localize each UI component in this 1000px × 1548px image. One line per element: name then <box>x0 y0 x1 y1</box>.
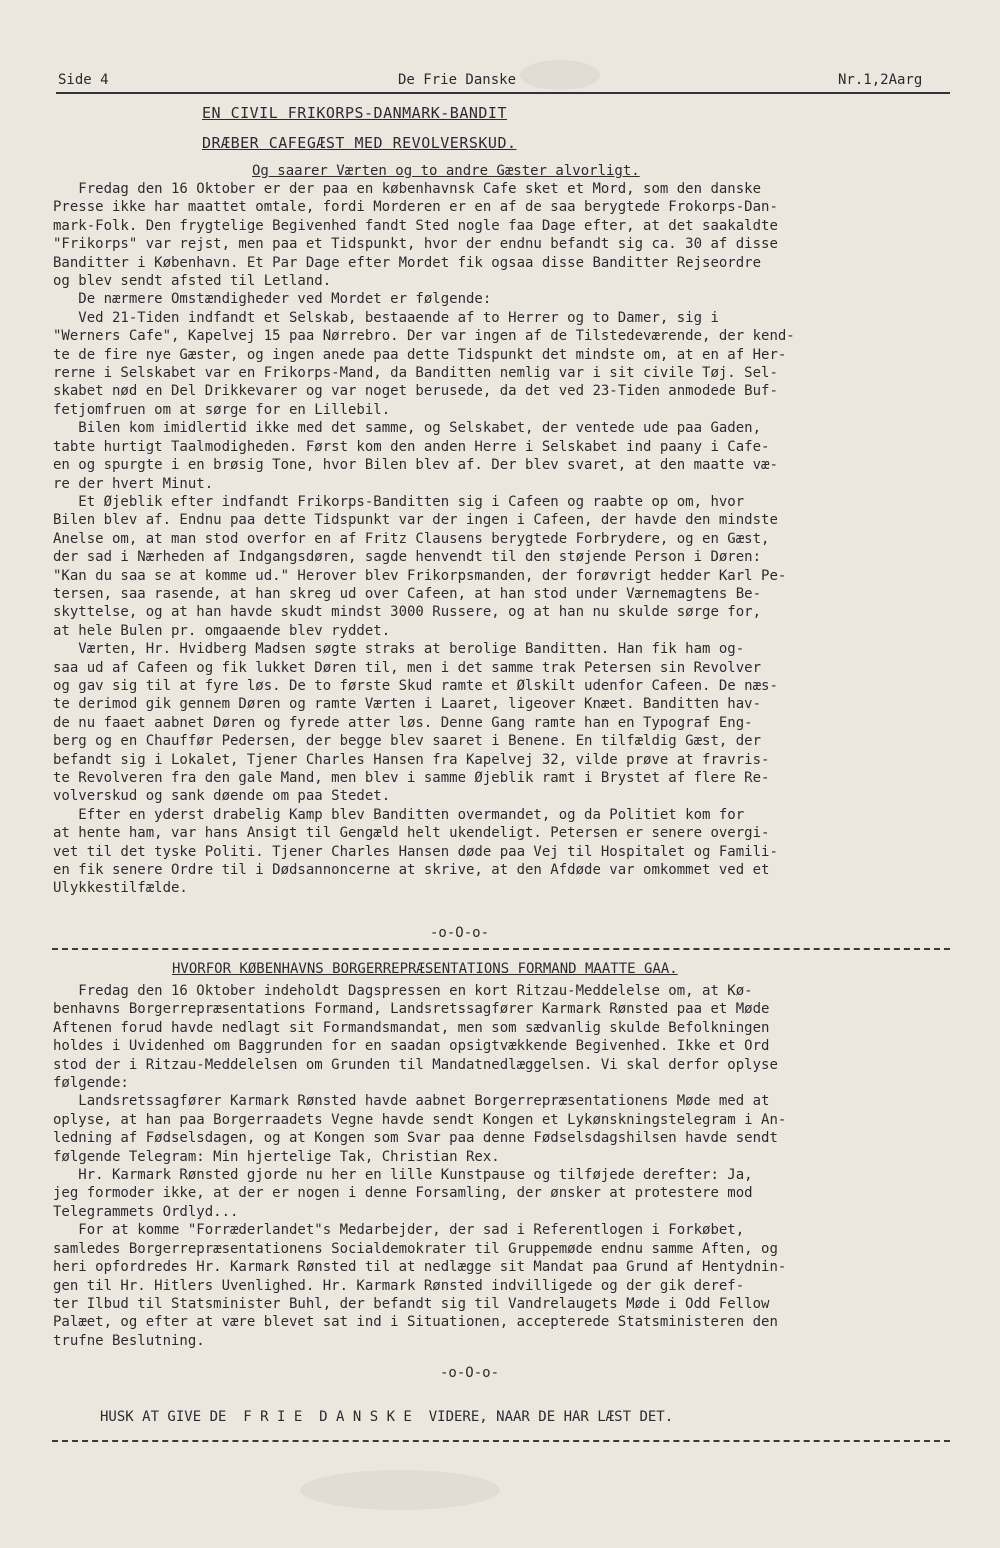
text-line: Landsretssagfører Karmark Rønsted havde aabnet Borgerrepræsentationens Møde med at <box>53 1093 770 1110</box>
text-line: samledes Borgerrepræsentationens Socialdemokrater til Gruppemøde endnu samme Aften, og <box>53 1240 778 1257</box>
text-line: Ulykkestilfælde. <box>53 880 188 897</box>
text-line: mark-Folk. Den frygtelige Begivenhed fandt Sted nogle faa Dage efter, at det saakaldte <box>53 217 778 234</box>
text-line: trufne Beslutning. <box>53 1332 205 1349</box>
text-line: vet til det tyske Politi. Tjener Charles Hansen døde paa Vej til Hospitalet og Famili- <box>53 843 778 860</box>
text-line: og gav sig til at fyre løs. De to første Skud ramte et Ølskilt udenfor Cafeen. De næs- <box>53 677 778 694</box>
article2-headline: HVORFOR KØBENHAVNS BORGERREPRÆSENTATIONS FORMAND MAATTE GAA. <box>172 961 678 977</box>
issue-number: Nr.1,2Aarg <box>838 72 923 88</box>
text-line: saa ud af Cafeen og fik lukket Døren til, men i det samme trak Petersen sin Revolver <box>53 659 762 676</box>
section-divider <box>52 948 950 950</box>
text-line: Presse ikke har maattet omtale, fordi Morderen er en af de saa berygtede Frokorps-Dan- <box>53 199 778 216</box>
text-line: volverskud og sank døende om paa Stedet. <box>53 788 391 805</box>
article2-body <box>53 982 953 1350</box>
text-line: te de fire nye Gæster, og ingen anede paa dette Tidspunkt det mindste om, at en af Her- <box>53 346 787 363</box>
text-line: Efter en yderst drabelig Kamp blev Banditten overmandet, og da Politiet kom for <box>53 806 745 823</box>
text-line: følgende Telegram: Min hjertelige Tak, Christian Rex. <box>53 1148 500 1165</box>
article-separator: -o-O-o- <box>440 1365 500 1381</box>
text-line: Et Øjeblik efter indfandt Frikorps-Banditten sig i Cafeen og raabte op om, hvor <box>53 493 745 510</box>
page-header <box>58 72 958 92</box>
text-line: Fredag den 16 Oktober er der paa en københavnsk Cafe sket et Mord, som den danske <box>53 181 762 197</box>
footer-notice: HUSK AT GIVE DE F R I E D A N S K E VIDERE, NAAR DE HAR LÆST DET. <box>100 1409 674 1425</box>
article1-headline-line1: EN CIVIL FRIKORPS-DANMARK-BANDIT <box>202 104 507 122</box>
text-line: de nu faaet aabnet Døren og fyrede atter løs. Denne Gang ramte han en Typograf Eng- <box>53 714 753 731</box>
article1-headline-line2: DRÆBER CAFEGÆST MED REVOLVERSKUD. <box>202 134 517 152</box>
text-line: For at komme "Forræderlandet"s Medarbejder, der sad i Referentlogen i Forkøbet, <box>53 1222 745 1239</box>
text-line: ter Ilbud til Statsminister Buhl, der befandt sig til Vandrelaugets Møde i Odd Fellow <box>53 1295 770 1312</box>
text-line: Telegrammets Ordlyd... <box>53 1203 239 1220</box>
text-line: at hente ham, var hans Ansigt til Gengæld helt ukendeligt. Petersen er senere overgi- <box>53 825 770 842</box>
text-line: en og spurgte i en brøsig Tone, hvor Bilen blev af. Der blev svaret, at den maatte væ- <box>53 457 778 474</box>
text-line: Anelse om, at man stod overfor en af Fritz Clausens berygtede Forbrydere, og en Gæst, <box>53 530 770 547</box>
text-line: holdes i Uvidenhed om Baggrunden for en saadan opsigtvækkende Begivenhed. Ikke et Ord <box>53 1038 770 1055</box>
text-line: skyttelse, og at han havde skudt mindst 3000 Russere, og at han nu skulde sørge for, <box>53 604 762 621</box>
text-line: fetjomfruen om at sørge for en Lillebil. <box>53 401 391 418</box>
text-line: en fik senere Ordre til i Dødsannoncerne at skrive, at den Afdøde var omkommet ved et <box>53 862 770 879</box>
text-line: Bilen kom imidlertid ikke med det samme, og Selskabet, der ventede ude paa Gaden, <box>53 420 762 437</box>
text-line: heri opfordredes Hr. Karmark Rønsted til at nedlægge sit Mandat paa Grund af Hentydnin- <box>53 1259 787 1276</box>
text-line: jeg formoder ikke, at der er nogen i denne Forsamling, der ønsker at protestere mod <box>53 1185 753 1202</box>
text-line: befandt sig i Lokalet, Tjener Charles Hansen fra Kapelvej 32, vilde prøve at fravris- <box>53 751 770 768</box>
newspaper-name: De Frie Danske <box>398 72 517 88</box>
text-line: Fredag den 16 Oktober indeholdt Dagspressen en kort Ritzau-Meddelelse om, at Kø- <box>53 983 753 999</box>
text-line: Værten, Hr. Hvidberg Madsen søgte straks at berolige Banditten. Han fik ham og- <box>53 641 745 658</box>
text-line: te Revolveren fra den gale Mand, men blev i samme Øjeblik ramt i Brystet af flere Re- <box>53 770 770 786</box>
text-line: oplyse, at han paa Borgerraadets Vegne havde sendt Kongen et Lykønskningstelegram i An- <box>53 1111 787 1128</box>
text-line: "Werners Cafe", Kapelvej 15 paa Nørrebro. Der var ingen af de Tilstedeværende, der kend- <box>53 328 795 345</box>
text-line: stod der i Ritzau-Meddelelsen om Grunden til Mandatnedlæggelsen. Vi skal derfor oplyse <box>53 1056 778 1073</box>
text-line: Hr. Karmark Rønsted gjorde nu her en lille Kunstpause og tilføjede derefter: Ja, <box>53 1167 753 1184</box>
text-line: "Frikorps" var rejst, men paa et Tidspunkt, hvor der endnu befandt sig ca. 30 af disse <box>53 236 778 253</box>
text-line: benhavns Borgerrepræsentations Formand, Landsretssagfører Karmark Rønsted paa et Møde <box>53 1001 770 1018</box>
text-line: der sad i Nærheden af Indgangsdøren, sagde henvendt til den støjende Person i Døren: <box>53 549 762 566</box>
text-line: Ved 21-Tiden indfandt et Selskab, bestaaende af to Herrer og to Damer, sig i <box>53 309 719 326</box>
paper-stain <box>300 1470 500 1510</box>
text-line: gen til Hr. Hitlers Uvenlighed. Hr. Karmark Rønsted indvilligede og der gik deref- <box>53 1277 745 1294</box>
page-number: Side 4 <box>58 72 109 88</box>
footer-divider <box>52 1440 950 1442</box>
text-line: "Kan du saa se at komme ud." Herover blev Frikorpsmanden, der forøvrigt hedder Karl Pe- <box>53 567 787 584</box>
article1-subheadline: Og saarer Værten og to andre Gæster alvorligt. <box>252 163 640 179</box>
article-separator: -o-O-o- <box>430 925 490 941</box>
text-line: at hele Bulen pr. omgaaende blev ryddet. <box>53 622 391 639</box>
text-line: Aftenen forud havde nedlagt sit Formandsmandat, men som sædvanlig skulde Befolkningen <box>53 1019 770 1036</box>
text-line: Palæet, og efter at være blevet sat ind i Situationen, accepterede Statsministeren den <box>53 1314 778 1331</box>
text-line: berg og en Chauffør Pedersen, der begge blev saaret i Benene. En tilfældig Gæst, der <box>53 733 762 750</box>
text-line: og blev sendt afsted til Letland. <box>53 273 332 290</box>
text-line: følgende: <box>53 1075 129 1092</box>
text-line: skabet nød en Del Drikkevarer og var noget berusede, da det ved 23-Tiden anmodede Buf- <box>53 383 778 400</box>
text-line: te derimod gik gennem Døren og ramte Værten i Laaret, ligeover Knæet. Banditten hav- <box>53 696 762 713</box>
text-line: tabte hurtigt Taalmodigheden. Først kom den anden Herre i Selskabet ind paany i Cafe- <box>53 438 770 455</box>
header-rule <box>56 92 950 94</box>
text-line: De nærmere Omstændigheder ved Mordet er følgende: <box>53 291 492 308</box>
text-line: rerne i Selskabet var en Frikorps-Mand, da Banditten nemlig var i sit civile Tøj. Sel- <box>53 365 778 382</box>
text-line: tersen, saa rasende, at han skreg ud over Cafeen, at han stod under Værnemagtens Be- <box>53 585 762 602</box>
text-line: ledning af Fødselsdagen, og at Kongen som Svar paa denne Fødselsdagshilsen havde sendt <box>53 1130 778 1147</box>
article1-body <box>53 180 953 898</box>
text-line: Bilen blev af. Endnu paa dette Tidspunkt var der ingen i Cafeen, der havde den mindste <box>53 512 778 529</box>
text-line: re der hvert Minut. <box>53 475 214 492</box>
text-line: Banditter i København. Et Par Dage efter Mordet fik ogsaa disse Banditter Rejseordre <box>53 254 762 271</box>
